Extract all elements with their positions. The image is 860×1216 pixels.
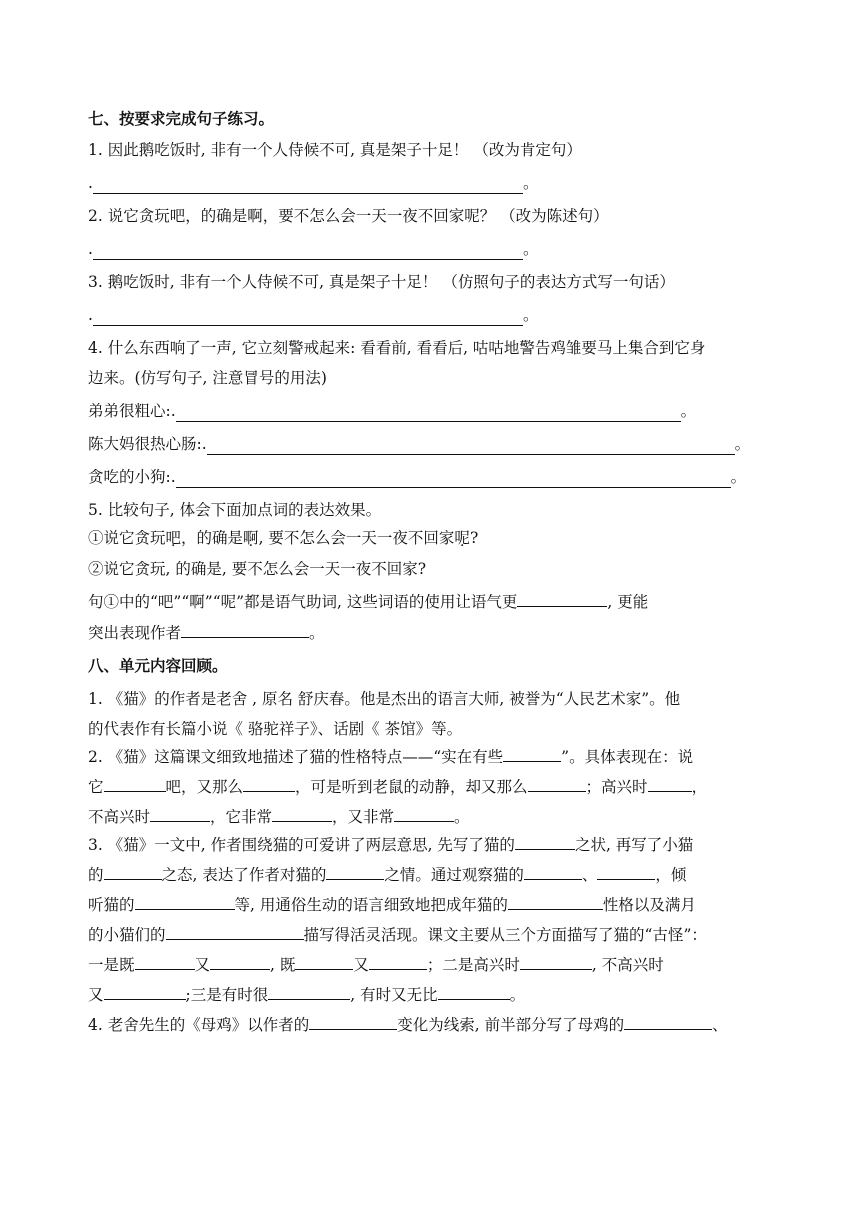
imitation-line-3[interactable]: 贪吃的小狗:. 。	[88, 468, 747, 486]
blank[interactable]	[135, 895, 235, 910]
section-7-title: 七、按要求完成句子练习。	[88, 109, 275, 128]
review-3-line4: 的小猫们的 描写得活灵活现。课文主要从三个方面描写了猫的“古怪”：	[88, 926, 707, 944]
blank[interactable]	[648, 777, 692, 792]
blank[interactable]	[93, 311, 523, 326]
question-7-4-line2: 边来。(仿写句子, 注意冒号的用法)	[88, 369, 327, 387]
compare-sentence-2: ②说它贪玩, 的确是, 要不怎么会一天一夜不回家?	[88, 560, 427, 578]
dotted-word: 呢	[454, 529, 470, 547]
blank[interactable]	[93, 245, 523, 260]
answer-line-7-1[interactable]: . 。	[88, 174, 539, 192]
question-7-2: 2. 说它贪玩吧，的确是啊，要不怎么会一天一夜不回家呢？ （改为陈述句）	[88, 207, 609, 225]
blank[interactable]	[295, 955, 353, 970]
blank[interactable]	[104, 777, 166, 792]
blank[interactable]	[272, 807, 332, 822]
question-7-3: 3. 鹅吃饭时, 非有一个人侍候不可, 真是架子十足！ （仿照句子的表达方式写一句话）	[88, 273, 675, 291]
review-4-line1: 4. 老舍先生的《母鸡》以作者的 变化为线索, 前半部分写了母鸡的 、	[88, 1016, 728, 1034]
blank[interactable]	[210, 955, 270, 970]
review-3-line1: 3. 《猫》一文中, 作者围绕猫的可爱讲了两层意思, 先写了猫的 之状, 再写了小猫	[88, 836, 694, 854]
dotted-word: 啊	[243, 529, 259, 547]
review-2-line1: 2. 《猫》这篇课文细致地描述了猫的性格特点——“实在有些 ”。具体表现在：说	[88, 748, 694, 766]
answer-line-7-2[interactable]: . 。	[88, 240, 539, 258]
question-7-5-fill-2: 突出表现作者 。	[88, 624, 325, 642]
review-3-line2: 的 之态, 表达了作者对猫的 之情。通过观察猫的 、 ，倾	[88, 866, 687, 884]
section-8-title: 八、单元内容回顾。	[88, 656, 228, 675]
review-3-line5: 一是既 又 , 既 又 ；二是高兴时 , 不高兴时	[88, 956, 664, 974]
blank[interactable]	[150, 807, 210, 822]
compare-sentence-1: ①说它贪玩吧，的确是啊, 要不怎么会一天一夜不回家呢?	[88, 529, 479, 547]
review-1-line1: 1. 《猫》的作者是老舍 , 原名 舒庆春。他是杰出的语言大师, 被誉为“人民艺术家”。他	[88, 690, 681, 708]
imitation-line-2[interactable]: 陈大妈很热心肠:. 。	[88, 435, 751, 453]
blank[interactable]	[524, 865, 582, 880]
blank[interactable]	[508, 895, 603, 910]
blank[interactable]	[176, 473, 731, 488]
question-7-4-line1: 4. 什么东西响了一声, 它立刻警戒起来: 看看前, 看看后, 咕咕地警告鸡雏要马上集合到它身	[88, 339, 706, 357]
answer-line-7-3[interactable]: . 。	[88, 306, 539, 324]
question-7-5-fill-1: 句①中的“吧”“啊”“呢”都是语气助词, 这些词语的使用让语气更 , 更能	[88, 593, 649, 611]
review-1-line2: 的代表作有长篇小说《 骆驼祥子》、话剧《 茶馆》等。	[88, 720, 463, 738]
review-2-line3: 不高兴时 ，它非常 ，又非常 。	[88, 808, 470, 826]
review-3-line6: 又 ;三是有时很 , 有时又无比 。	[88, 986, 526, 1004]
blank[interactable]	[326, 865, 384, 880]
blank[interactable]	[503, 747, 561, 762]
review-3-line3: 听猫的 等, 用通俗生动的语言细致地把成年猫的 性格以及满月	[88, 896, 696, 914]
blank[interactable]	[438, 985, 510, 1000]
dotted-word: 吧	[165, 529, 182, 547]
blank[interactable]	[515, 835, 575, 850]
blank[interactable]	[520, 955, 592, 970]
blank[interactable]	[528, 777, 586, 792]
blank[interactable]	[135, 955, 195, 970]
blank[interactable]	[369, 955, 427, 970]
review-2-line2: 它 吧，又那么 ，可是听到老鼠的动静，却又那么 ；高兴时 ，	[88, 778, 708, 796]
question-7-1: 1. 因此鹅吃饭时, 非有一个人侍候不可, 真是架子十足！ （改为肯定句）	[88, 141, 582, 159]
blank[interactable]	[517, 592, 607, 607]
blank[interactable]	[176, 407, 681, 422]
blank[interactable]	[597, 865, 655, 880]
blank[interactable]	[104, 865, 162, 880]
blank[interactable]	[166, 925, 304, 940]
blank[interactable]	[207, 440, 735, 455]
blank[interactable]	[104, 985, 186, 1000]
blank[interactable]	[394, 807, 454, 822]
blank[interactable]	[93, 179, 523, 194]
imitation-line-1[interactable]: 弟弟很粗心:. 。	[88, 402, 697, 420]
blank[interactable]	[624, 1015, 712, 1030]
blank[interactable]	[181, 623, 309, 638]
worksheet-page	[88, 108, 778, 1047]
blank[interactable]	[268, 985, 350, 1000]
blank[interactable]	[243, 777, 295, 792]
question-7-5: 5. 比较句子, 体会下面加点词的表达效果。	[88, 501, 382, 519]
blank[interactable]	[309, 1015, 397, 1030]
